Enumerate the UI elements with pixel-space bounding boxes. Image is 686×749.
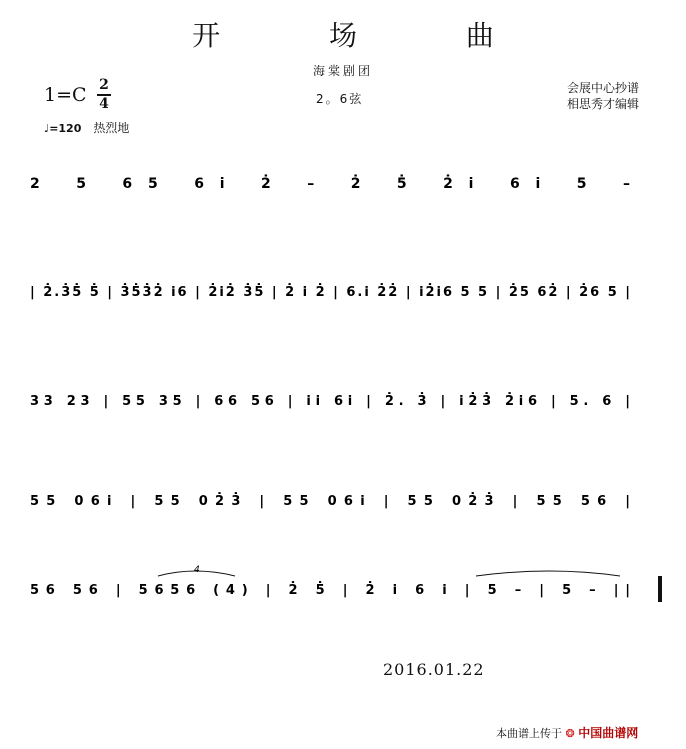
score-line-4 [30, 483, 662, 523]
tempo-value: ♩=120 [44, 122, 82, 135]
score-line-3 [30, 383, 662, 423]
score-line-1-graphic [30, 166, 662, 206]
tempo-marking [44, 119, 129, 136]
time-denominator: 4 [99, 96, 109, 112]
date: 2016.01.22 [383, 660, 485, 679]
time-numerator: 2 [99, 77, 109, 93]
score-line-5 [30, 565, 662, 612]
tuning: 2。6弦 [316, 92, 364, 106]
score-line-5-text: 56 56 | 5656 (4) | 2̇ 5̇ | 2̇ i 6 i | 5 – | 5 – || [30, 583, 630, 598]
tuplet-number: 4 [194, 565, 200, 575]
score-line-1-text: 2 5 65 6i 2̇ – 2̇ 5̇ 2̇i 6i 5 – [30, 176, 631, 192]
score-title: 开 场 曲 [192, 19, 544, 52]
site-name: 中国曲谱网 [578, 726, 639, 740]
tie-slur [476, 571, 620, 576]
troupe-name: 海棠剧团 [312, 64, 373, 78]
score-line-4-text: 55 06i | 55 02̇3̇ | 55 06i | 55 02̇3̇ | 55 56 | [30, 494, 630, 509]
site-logo-icon: ❂ [565, 727, 575, 740]
time-signature [96, 78, 112, 112]
score-line-3-text: 33 23 | 55 35 | 66 56 | ii 6i | 2̇. 3̇ | i2̇3̇ 2̇i6 | 5. 6 | [30, 394, 630, 409]
footer [496, 724, 638, 741]
final-barline [658, 576, 662, 602]
key-signature: 1=C [44, 84, 87, 106]
editor-credit: 相思秀才编辑 [567, 97, 640, 111]
transcriber-credit: 会展中心抄谱 [567, 81, 640, 95]
score-line-2-text: | 2̇.3̇5̇ 5̇ | 3̇5̇3̇2̇ i6 | 2̇i2̇ 3̇5̇ | 2̇ i 2̇ | 6.i 2̇2̇ | i2̇i6 5 5 | 2̇5 62̇ | 2̇6 5 | [30, 285, 630, 300]
upload-text: 本曲谱上传于 [496, 727, 562, 740]
expression-marking: 热烈地 [93, 121, 130, 135]
score-line-2 [30, 274, 662, 314]
score-line-1 [30, 166, 662, 206]
